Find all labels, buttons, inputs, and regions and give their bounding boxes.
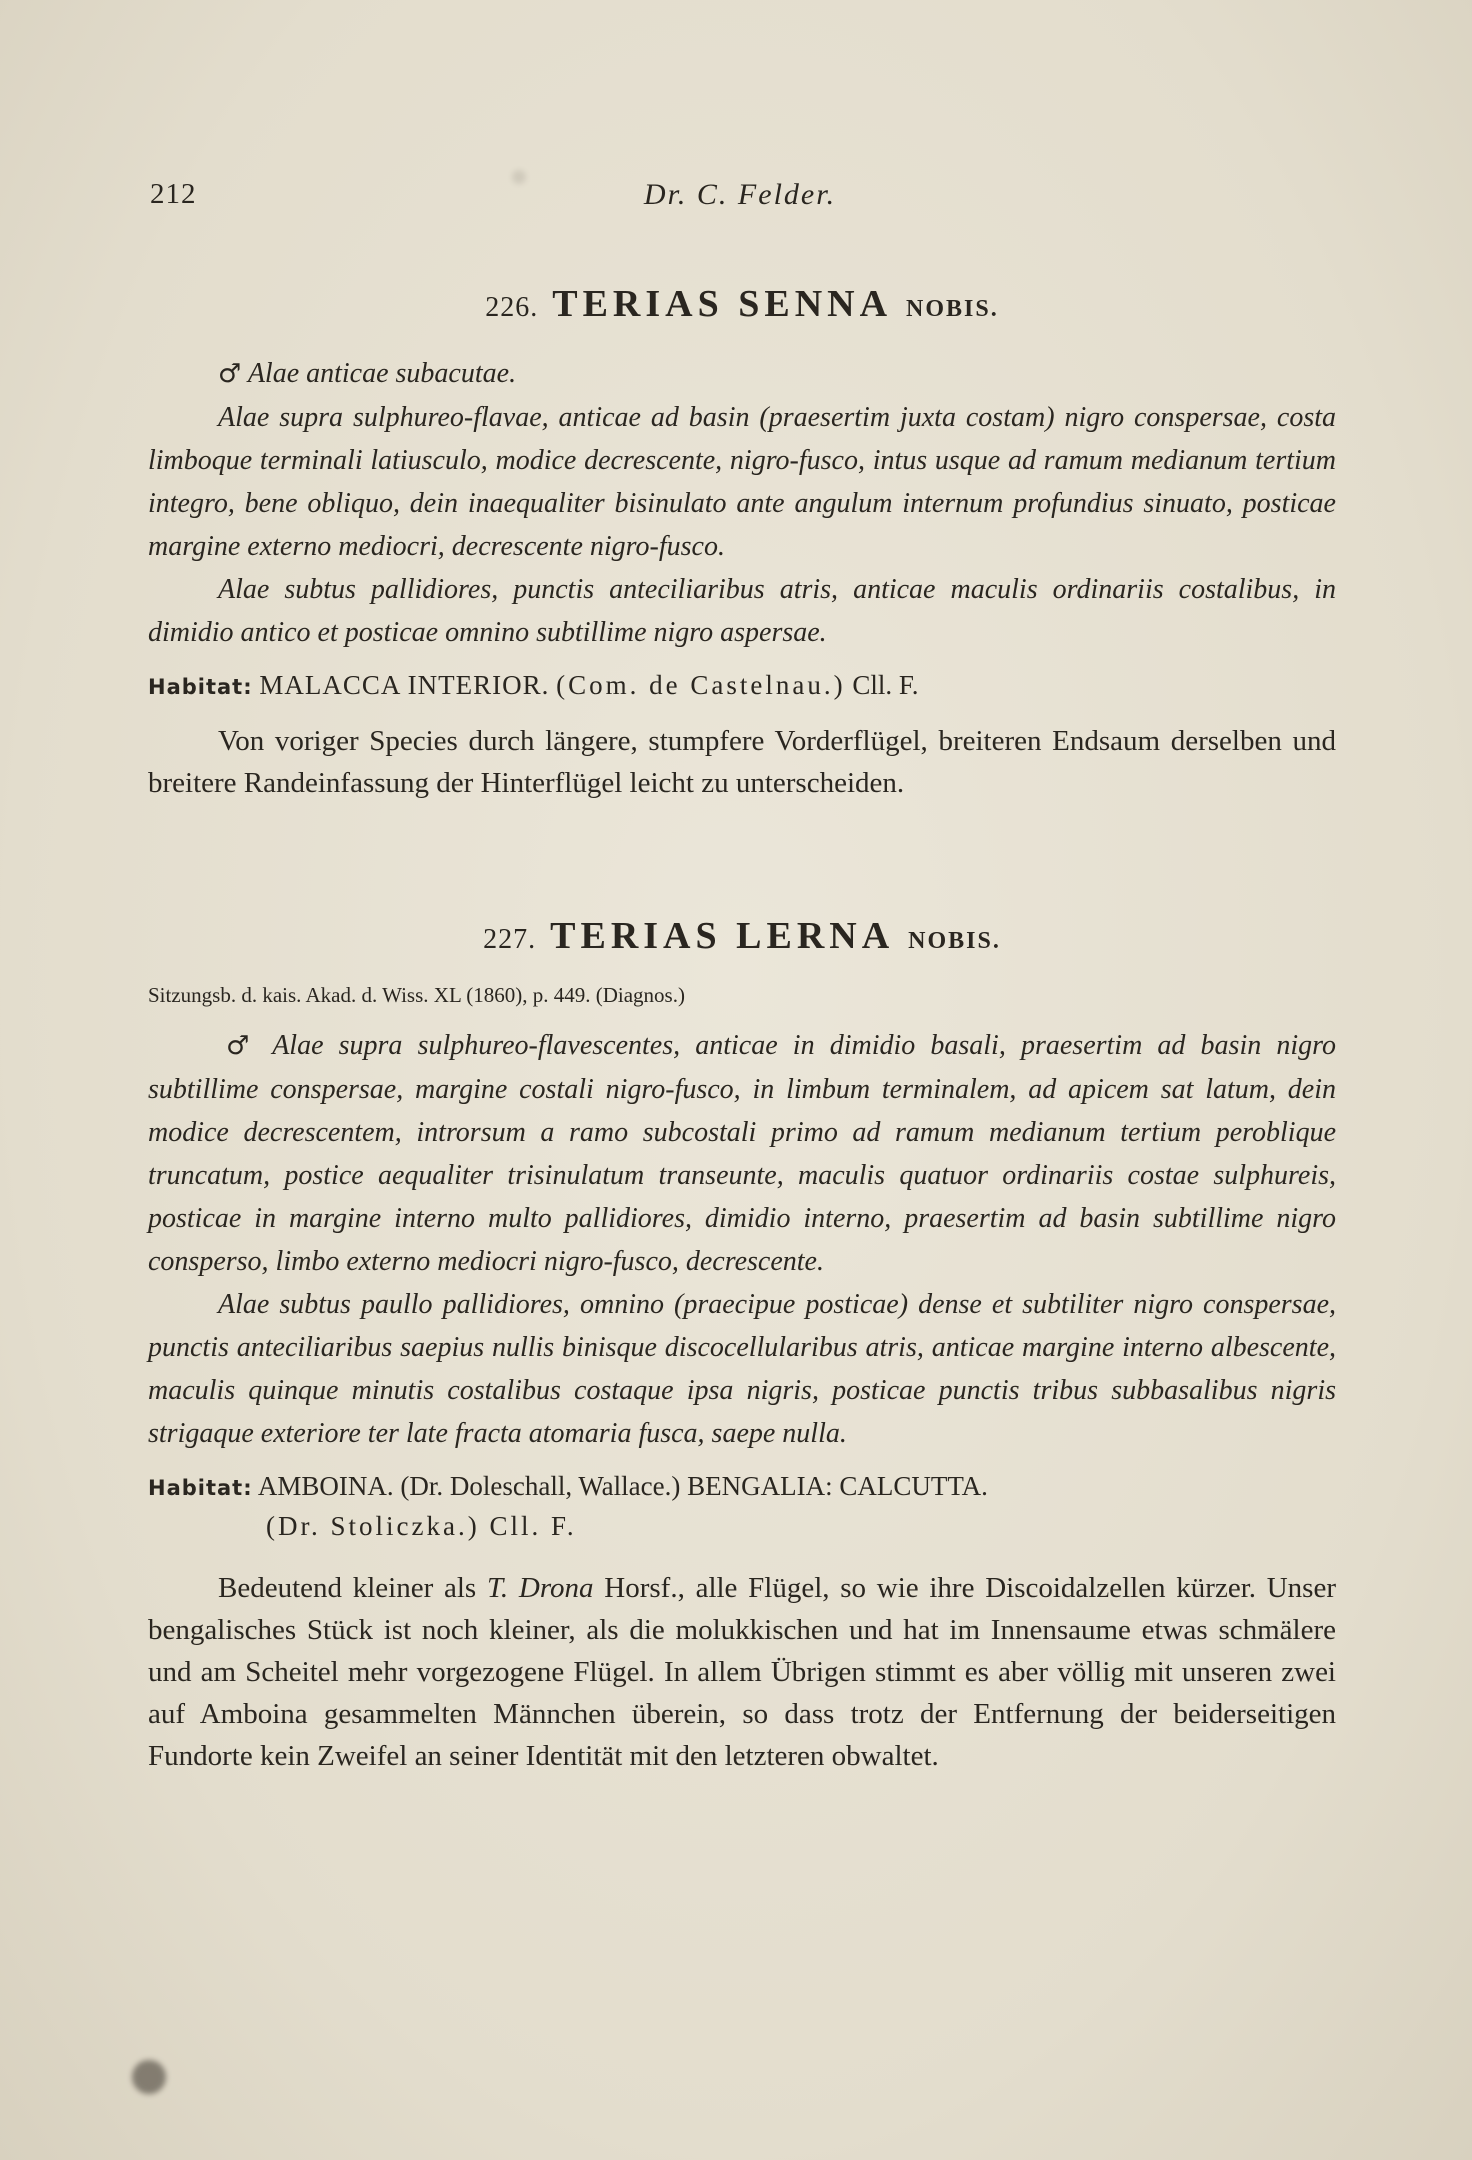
habitat-collector: (Com. de Castelnau.) <box>556 670 846 700</box>
german-remark: Von voriger Species durch längere, stumpfere Vorderflügel, breiteren Endsaum derselben und breitere Randeinfassung der Hinterflügel leicht zu unterscheiden. <box>148 725 1336 799</box>
species-number: 226. <box>485 292 539 323</box>
male-line <box>148 352 1336 396</box>
habitat-collection: Cll. F. <box>852 670 919 700</box>
ink-blot <box>132 2060 166 2094</box>
habitat-label: Habitat: <box>148 1476 253 1500</box>
species-author: NOBIS. <box>908 928 1001 954</box>
male-symbol: ♂ <box>218 359 242 389</box>
page-number: 212 <box>150 178 197 210</box>
page-header <box>150 178 1330 218</box>
habitat-place: MALACCA INTERIOR. <box>259 670 550 700</box>
habitat-line <box>148 1467 1336 1545</box>
species-name: TERIAS SENNA <box>552 283 893 325</box>
underside-description: Alae subtus paullo pallidiores, omnino (praecipue posticae) dense et subtiliter nigro conspersae, punctis anteciliaribus saepius nullis binisque discocellularibus atris, anticae margine interno albescente, maculis quinque minutis costalibus costaque ipsa nigris, posticae punctis tribus subbasalibus nigris strigaque exteriore ter late fracta atomaria fusca, saepe nulla. <box>148 1289 1336 1449</box>
species-name: TERIAS LERNA <box>550 915 895 957</box>
habitat-label: Habitat: <box>148 675 253 699</box>
habitat-text-2: (Dr. Stoliczka.) Cll. F. <box>266 1511 577 1541</box>
cited-species: T. Drona <box>486 1572 594 1604</box>
species-number: 227. <box>483 924 537 955</box>
species-heading-226 <box>148 282 1336 326</box>
species-heading-227 <box>148 914 1336 958</box>
running-head: Dr. C. Felder. <box>643 178 837 211</box>
upperside-description: Alae supra sulphureo-flavae, anticae ad basin (praesertim juxta costam) nigro conspersae, costa limboque terminali latiusculo, modice decrescente, nigro-fusco, intus usque ad ramum medianum tertium integro, bene obliquo, dein inaequaliter bisinulato ante angulum internum profundius sinuato, posticae margine externo mediocri, decrescente nigro-fusco. <box>148 402 1336 562</box>
habitat-text-1: AMBOINA. (Dr. Doleschall, Wallace.) BENGALIA: CALCUTTA. <box>257 1471 988 1501</box>
underside-description: Alae subtus pallidiores, punctis anteciliaribus atris, anticae maculis ordinariis costalibus, in dimidio antico et posticae omnino subtillime nigro aspersae. <box>148 574 1336 648</box>
species-227-body <box>148 980 1336 1777</box>
male-line-text: Alae anticae subacutae. <box>247 358 517 389</box>
species-author: NOBIS. <box>906 296 999 322</box>
literature-reference: Sitzungsb. d. kais. Akad. d. Wiss. XL (1860), p. 449. (Diagnos.) <box>148 983 685 1007</box>
habitat-line <box>148 666 1336 706</box>
species-226-body <box>148 352 1336 804</box>
male-symbol: ♂ <box>218 1031 258 1061</box>
german-remark: Bedeutend kleiner als T. Drona Horsf., alle Flügel, so wie ihre Discoidalzellen kürzer. Unser bengalisches Stück ist noch kleiner, als die molukkischen und hat im Innensaume etwas schmälere und am Scheitel mehr vorgezogene Flügel. In allem Übrigen stimmt es aber völlig mit unseren zwei auf Amboina gesammelten Männchen überein, so dass trotz der Entfernung der beiderseitigen Fundorte kein Zweifel an seiner Identität mit den letzteren obwaltet. <box>148 1572 1336 1772</box>
upperside-description: ♂ Alae supra sulphureo-flavescentes, anticae in dimidio basali, praesertim ad basin nigro subtillime conspersae, margine costali nigro-fusco, in limbum terminalem, ad apicem sat latum, dein modice decrescentem, introrsum a ramo subcostali primo ad ramum medianum tertium peroblique truncatum, postice aequaliter trisinulatum transeunte, maculis quatuor ordinariis costae sulphureis, posticae in margine interno multo pallidiores, dimidio interno, praesertim ad basin subtillime nigro consperso, limbo externo mediocri nigro-fusco, decrescente. <box>148 1030 1336 1277</box>
